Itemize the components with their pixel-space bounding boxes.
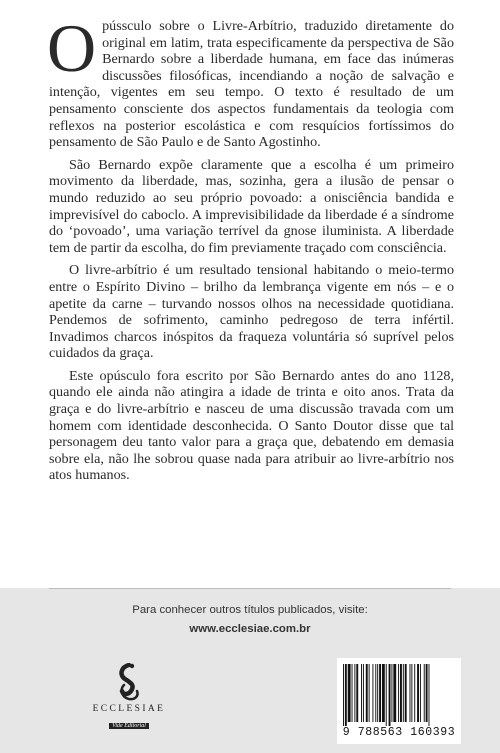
- barcode-bar: [424, 664, 425, 722]
- logo-subtitle: Vide Editorial: [109, 723, 149, 729]
- barcode-bar: [379, 664, 381, 722]
- barcode-bar: [426, 664, 428, 722]
- barcode-bar: [354, 664, 355, 722]
- barcode-bar: [375, 664, 376, 722]
- publisher-url[interactable]: www.ecclesiae.com.br: [189, 623, 311, 635]
- back-cover-text: [47, 10, 454, 490]
- barcode-bar: [420, 664, 421, 722]
- barcode-bar: [403, 664, 404, 722]
- barcode-bar: [417, 664, 419, 722]
- barcode-bar: [372, 664, 373, 722]
- isbn-digits: 9 788563 160393: [342, 726, 456, 739]
- footer-text: [0, 604, 500, 635]
- barcode-bar: [363, 664, 364, 722]
- barcode-bar: [369, 664, 370, 722]
- barcode-bar: [389, 664, 391, 726]
- barcode-bar: [410, 664, 411, 722]
- barcode-bar: [405, 664, 407, 722]
- barcode-bar: [414, 664, 415, 722]
- isbn-barcode: [337, 658, 461, 744]
- footer-divider: [49, 588, 451, 589]
- drop-cap: O: [47, 10, 97, 86]
- barcode-bar: [398, 664, 399, 722]
- barcode-bar: [391, 664, 392, 722]
- logo-name: ECCLESIAE: [92, 704, 166, 714]
- paragraph-1-text: pússculo sobre o Livre-Arbítrio, traduzido diretamente do original em latim, trata especificamente da perspectiva de São Bernardo sobre a liberdade humana, em face das inúmeras discussões filosóficas, incendiando a noção de salvação e intenção, vigentes em seu tempo. O texto é resultado de um pensamento consciente dos aspectos fundamentais da teologia com reflexos na posterior escolástica e com resquícios fortíssimos do pensamento de São Paulo e de Santo Agostinho.: [49, 18, 454, 151]
- barcode-bar: [393, 664, 396, 722]
- paragraph-2: São Bernardo expõe claramente que a escolha é um primeiro movimento da liberdade, mas, sozinha, gera a ilusão de pensar o mundo reduzido ao seu próprio povoado: a onisciência bandida e imprevisível do caboclo. A imprevisibilidade da liberdade é a síndrome do ‘povoado’, uma variação terrível da gnose iluminista. A liberdade tem de partir da escolha, do fim previamente traçado com consciência.: [49, 156, 454, 256]
- barcode-bar: [366, 664, 368, 722]
- barcode-bar: [345, 664, 347, 726]
- barcode-bar: [348, 664, 351, 722]
- barcode-bar: [400, 664, 402, 722]
- paragraph-3: O livre-arbítrio é um resultado tensional habitando o meio-termo entre o Espírito Divino – brilho da lembrança vigente em nós – e o apetite da carne – turvando nossos olhos na necessidade quotidiana. Pendemos de sofrimento, caminho pedregoso de terra infértil. Invadimos charcos inóspitos da fraqueza voluntária só suprível pelos cuidados da graça.: [49, 262, 454, 362]
- barcode-bar: [377, 664, 378, 722]
- barcode-bar: [386, 664, 387, 726]
- barcode-bar: [343, 664, 344, 726]
- publisher-logo: [92, 663, 166, 743]
- barcode-bar: [361, 664, 362, 722]
- paragraph-4: Este opúsculo fora escrito por São Bernardo antes do ano 1128, quando ele ainda não atingira a idade de trinta e oito anos. Trata da graça e do livre-arbítrio e nasceu de uma discussão travada com um homem com identidade desconhecida. O Santo Doutor disse que tal personagem deu tanto valor para a graça que, debatendo em demasia sobre ela, não lhe sobrou quase nada para atribuir ao livre-arbítrio nos atos humanos.: [49, 367, 454, 484]
- footer-prompt: Para conhecer outros títulos publicados, visite:: [132, 604, 368, 616]
- ecclesiae-emblem-icon: [115, 663, 143, 703]
- barcode-bar: [352, 664, 353, 722]
- paragraph-1: [47, 10, 454, 151]
- barcode-bar: [382, 664, 385, 722]
- barcode-bar: [356, 664, 358, 722]
- barcode-bars: [343, 664, 455, 726]
- barcode-bar: [429, 664, 430, 726]
- barcode-bar: [411, 664, 412, 722]
